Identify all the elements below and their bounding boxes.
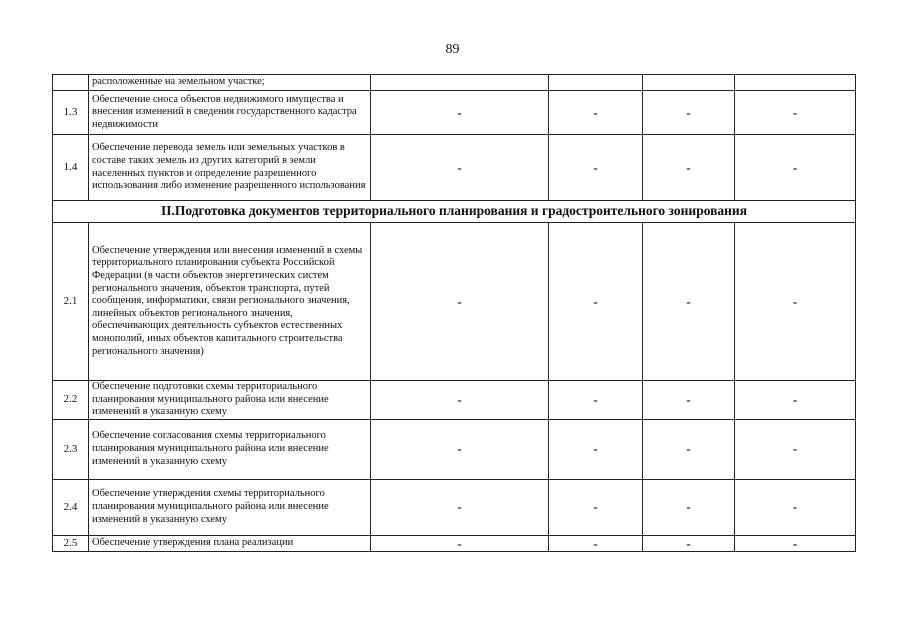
value-cell: -	[643, 535, 735, 552]
row-description: Обеспечение перевода земель или земельных участков в составе таких земель из других категорий в земли населенных пунктов и определение разрешенного использования либо изменение разрешенного использования	[89, 135, 371, 201]
value-cell: -	[643, 479, 735, 535]
document-table	[52, 74, 856, 552]
value-cell: -	[735, 535, 856, 552]
table-body-bottom	[53, 223, 856, 552]
value-cell: -	[643, 91, 735, 135]
row-description: Обеспечение подготовки схемы территориального планирования муниципального района или внесение изменений в указанную схему	[89, 381, 371, 420]
value-cell: -	[549, 419, 643, 479]
table-row	[53, 75, 856, 91]
row-number: 2.1	[53, 223, 89, 381]
table-row	[53, 135, 856, 201]
table-row	[53, 419, 856, 479]
value-cell: -	[735, 381, 856, 420]
value-cell	[371, 75, 549, 91]
value-cell: -	[643, 381, 735, 420]
value-cell: -	[549, 479, 643, 535]
row-description: Обеспечение согласования схемы территориального планирования муниципального района или внесение изменений в указанную схему	[89, 419, 371, 479]
value-cell	[735, 75, 856, 91]
row-description: Обеспечение утверждения или внесения изменений в схемы территориального планирования субъекта Российской Федерации (в части объектов энергетических систем регионального значения, объектов транспорта, путей сообщения, информатики, связи регионального значения, линейных объектов регионального значения, обеспечивающих деятельность субъектов естественных монополий, иных объектов капитального строительства регионального значения)	[89, 223, 371, 381]
value-cell	[643, 75, 735, 91]
value-cell: -	[643, 135, 735, 201]
value-cell: -	[549, 223, 643, 381]
row-description: расположенные на земельном участке;	[89, 75, 371, 91]
section-title: II.Подготовка документов территориального планирования и градостроительного зонирования	[53, 201, 856, 223]
table-section	[53, 201, 856, 223]
row-description: Обеспечение утверждения плана реализации	[89, 535, 371, 552]
value-cell	[549, 75, 643, 91]
table-row	[53, 91, 856, 135]
page-number: 89	[445, 42, 460, 57]
section-row	[53, 201, 856, 223]
table-row	[53, 381, 856, 420]
value-cell: -	[371, 91, 549, 135]
table-row	[53, 223, 856, 381]
value-cell: -	[735, 135, 856, 201]
row-number: 2.3	[53, 419, 89, 479]
value-cell: -	[735, 479, 856, 535]
value-cell: -	[549, 535, 643, 552]
row-number: 2.2	[53, 381, 89, 420]
row-description: Обеспечение сноса объектов недвижимого имущества и внесения изменений в сведения государственного кадастра недвижимости	[89, 91, 371, 135]
table-row	[53, 535, 856, 552]
value-cell: -	[735, 223, 856, 381]
value-cell: -	[549, 91, 643, 135]
row-number: 2.5	[53, 535, 89, 552]
value-cell: -	[643, 223, 735, 381]
value-cell: -	[371, 535, 549, 552]
value-cell: -	[371, 419, 549, 479]
value-cell: -	[371, 479, 549, 535]
value-cell: -	[735, 91, 856, 135]
value-cell: -	[371, 223, 549, 381]
value-cell: -	[735, 419, 856, 479]
value-cell: -	[643, 419, 735, 479]
row-number: 1.4	[53, 135, 89, 201]
value-cell: -	[549, 381, 643, 420]
row-description: Обеспечение утверждения схемы территориального планирования муниципального района или внесение изменений в указанную схему	[89, 479, 371, 535]
table-body-top	[53, 75, 856, 201]
row-number: 1.3	[53, 91, 89, 135]
value-cell: -	[371, 135, 549, 201]
value-cell: -	[549, 135, 643, 201]
row-number	[53, 75, 89, 91]
table-row	[53, 479, 856, 535]
row-number: 2.4	[53, 479, 89, 535]
value-cell: -	[371, 381, 549, 420]
